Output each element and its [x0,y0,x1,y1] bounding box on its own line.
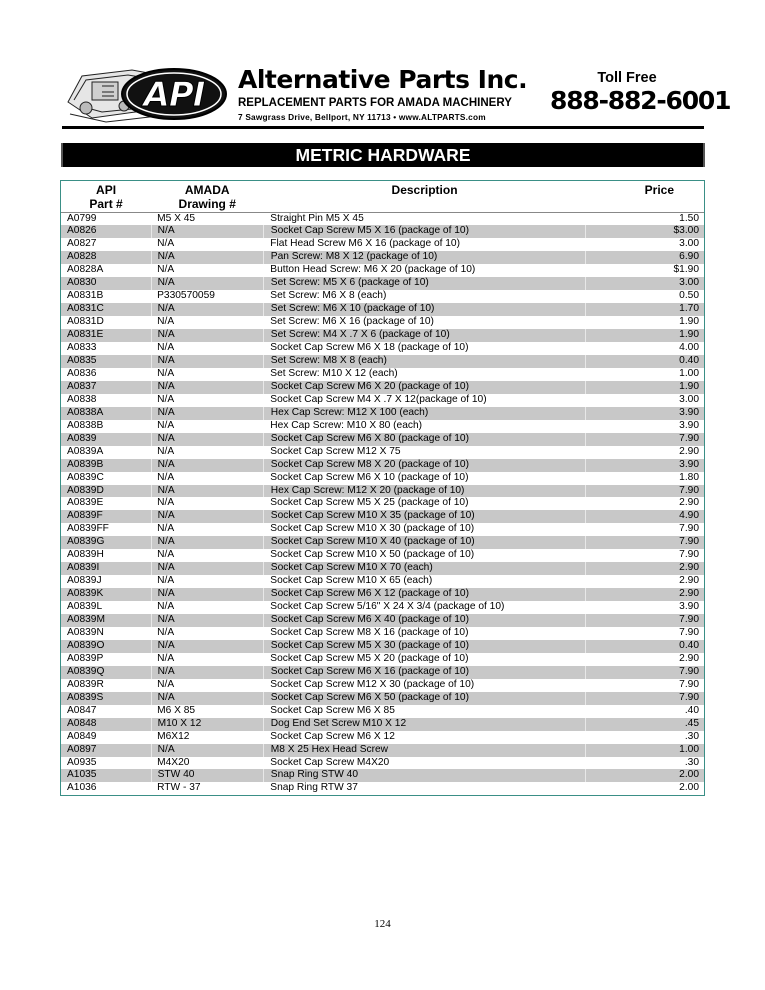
company-tagline: REPLACEMENT PARTS FOR AMADA MACHINERY [238,97,512,109]
description-cell: Socket Cap Screw M5 X 25 (package of 10) [270,497,469,509]
table-row [61,601,704,614]
header-api-sub: Part # [89,197,123,211]
price-cell: 7.90 [586,485,704,498]
api-part-cell: A0831C [61,303,151,316]
api-part-cell: A1035 [61,769,151,782]
header-api-label: API [96,183,117,197]
api-part-cell: A0838B [67,419,104,431]
price-cell: .30 [684,756,699,768]
amada-drawing-cell: N/A [151,329,263,342]
amada-drawing-cell: N/A [157,627,175,638]
table-row [61,433,704,446]
price-cell: 3.00 [679,393,699,405]
price-cell: 1.00 [679,367,699,379]
page-header [62,62,731,130]
price-cell: 1.90 [586,381,704,394]
header-amada-drawing [151,181,263,212]
description-cell: Dog End Set Screw M10 X 12 [263,718,586,731]
api-part-cell: A0839L [67,601,103,613]
amada-drawing-cell: N/A [157,497,175,509]
description-cell: Snap Ring RTW 37 [270,782,358,794]
description-cell: Socket Cap Screw M6 X 20 (package of 10) [263,381,586,394]
toll-free-block [550,70,731,116]
description-cell: Hex Cap Screw: M10 X 80 (each) [270,419,423,431]
description-cell: Socket Cap Screw M8 X 20 (package of 10) [263,459,586,472]
table-row [61,614,704,627]
description-cell: Socket Cap Screw M6 X 85 [270,704,395,716]
table-row [61,251,704,264]
table-row [61,497,704,510]
description-cell: Set Screw: M10 X 12 (each) [270,367,398,379]
table-row [61,666,704,679]
description-cell: Socket Cap Screw M5 X 16 (package of 10) [263,225,586,238]
price-cell: 7.90 [586,692,704,705]
description-cell: Set Screw: M6 X 8 (each) [270,290,387,302]
amada-drawing-cell: N/A [151,666,263,679]
description-cell: Set Screw: M4 X .7 X 6 (package of 10) [263,329,586,342]
api-part-cell: A0839E [67,497,104,509]
description-cell: Socket Cap Screw M10 X 50 (package of 10) [270,549,475,561]
description-cell: Socket Cap Screw M12 X 75 [270,445,401,457]
price-cell: 1.00 [586,744,704,757]
api-part-cell: A0935 [67,756,97,768]
amada-drawing-cell: M4X20 [157,756,190,768]
description-cell: Socket Cap Screw M6 X 40 (package of 10) [263,614,586,627]
api-part-cell: A0838A [61,407,151,420]
logo-text: API [143,75,205,115]
price-cell: 4.00 [679,342,699,354]
description-cell: Straight Pin M5 X 45 [270,212,364,224]
table-row [61,407,704,420]
amada-drawing-cell: N/A [151,459,263,472]
description-cell: Socket Cap Screw M10 X 30 (package of 10) [270,523,475,535]
price-cell: 1.90 [679,316,699,328]
table-row [61,212,704,225]
description-cell: Socket Cap Screw M8 X 16 (package of 10) [270,627,469,638]
header-amada-label: AMADA [184,183,230,197]
price-cell: 2.90 [679,445,699,457]
table-row [61,575,704,588]
price-cell: $3.00 [586,225,704,238]
api-part-cell: A0839G [61,536,151,549]
amada-drawing-cell: N/A [157,316,175,328]
api-part-cell: A0836 [67,367,97,379]
description-cell: M8 X 25 Hex Head Screw [263,744,586,757]
amada-drawing-cell: N/A [157,678,175,690]
amada-drawing-cell: STW 40 [151,769,263,782]
amada-drawing-cell: M10 X 12 [151,718,263,731]
amada-drawing-cell: N/A [157,342,175,354]
price-cell: 0.40 [586,640,704,653]
amada-drawing-cell: N/A [151,744,263,757]
table-row [61,316,704,329]
amada-drawing-cell: P330570059 [157,290,215,302]
table-row [61,692,704,705]
table-row [61,277,704,290]
description-cell: Socket Cap Screw M4X20 [270,756,390,768]
description-cell: Socket Cap Screw M6 X 16 (package of 10) [263,666,586,679]
table-row [61,355,704,368]
table-row [61,368,704,381]
price-cell: 2.90 [679,497,699,509]
price-cell: 2.90 [586,562,704,575]
toll-free-label: Toll Free [597,70,657,86]
price-cell: 7.90 [679,549,699,561]
api-part-cell: A0839FF [67,523,109,535]
toll-free-number: 888-882-6001 [550,86,731,115]
price-cell: 7.90 [586,614,704,627]
table-row [61,510,704,523]
price-cell: 3.90 [679,601,699,613]
description-cell: Set Screw: M6 X 10 (package of 10) [263,303,586,316]
table-row [61,653,704,666]
api-part-cell: A0839J [67,575,102,587]
table-row [61,562,704,575]
price-cell: 3.00 [679,238,699,250]
description-cell: Socket Cap Screw M5 X 30 (package of 10) [263,640,586,653]
table-row [61,549,704,562]
table-row [61,757,704,770]
amada-drawing-cell: N/A [151,225,263,238]
description-cell: Set Screw: M8 X 8 (each) [263,355,586,368]
api-part-cell: A0839R [67,678,104,690]
description-cell: Socket Cap Screw M6 X 18 (package of 10) [270,342,469,354]
amada-drawing-cell: N/A [151,640,263,653]
api-part-cell: A0839F [61,510,151,523]
price-cell: 4.90 [586,510,704,523]
table-row [61,446,704,459]
amada-drawing-cell: N/A [151,562,263,575]
table-row [61,769,704,782]
api-part-cell: A0839O [61,640,151,653]
api-part-cell: A0835 [61,355,151,368]
description-cell: Socket Cap Screw M4 X .7 X 12(package of 10) [270,393,487,405]
amada-drawing-cell: N/A [157,264,175,276]
price-cell: 1.90 [586,329,704,342]
description-cell: Button Head Screw: M6 X 20 (package of 10) [270,264,476,276]
table-row [61,420,704,433]
price-cell: $1.90 [673,264,699,276]
price-cell: 2.90 [679,652,699,664]
description-cell: Socket Cap Screw M10 X 40 (package of 10) [263,536,586,549]
section-banner [61,143,705,167]
amada-drawing-cell: N/A [151,381,263,394]
table-header-row [61,181,704,212]
api-part-cell: A0839B [61,459,151,472]
api-part-cell: A0839H [67,549,104,561]
description-cell: Pan Screw: M8 X 12 (package of 10) [263,251,586,264]
api-part-cell: A0839C [67,471,104,483]
table-row [61,588,704,601]
header-api-part [61,181,151,212]
amada-drawing-cell: M5 X 45 [157,212,196,224]
price-cell: 3.90 [586,407,704,420]
table-row [61,536,704,549]
amada-drawing-cell: N/A [157,652,175,664]
api-part-cell: A0828 [61,251,151,264]
header-divider [62,126,704,129]
price-cell: 0.40 [586,355,704,368]
table-row [61,705,704,718]
table-body [61,212,704,795]
company-block [238,66,538,123]
api-part-cell: A0849 [67,730,97,742]
price-cell: 6.90 [586,251,704,264]
api-part-cell: A0847 [67,704,97,716]
parts-table-container [60,180,705,796]
amada-drawing-cell: N/A [151,433,263,446]
api-part-cell: A0839K [61,588,151,601]
amada-drawing-cell: N/A [157,575,175,587]
amada-drawing-cell: M6 X 85 [157,704,196,716]
price-cell: 2.90 [679,575,699,587]
amada-drawing-cell: N/A [151,536,263,549]
parts-table [61,181,704,795]
api-part-cell: A0827 [67,238,97,250]
table-row [61,394,704,407]
description-cell: Set Screw: M5 X 6 (package of 10) [263,277,586,290]
table-row [61,627,704,640]
amada-drawing-cell: N/A [157,367,175,379]
amada-drawing-cell: N/A [151,355,263,368]
table-row [61,523,704,536]
description-cell: Socket Cap Screw M10 X 65 (each) [270,575,433,587]
description-cell: Set Screw: M6 X 16 (package of 10) [270,316,434,328]
amada-drawing-cell: N/A [157,419,175,431]
api-part-cell: A0833 [67,342,97,354]
price-cell: 3.90 [586,459,704,472]
api-part-cell: A0839D [61,485,151,498]
table-row [61,744,704,757]
table-row [61,782,704,795]
page-number: 124 [374,918,391,930]
amada-drawing-cell: N/A [157,471,175,483]
description-cell: Hex Cap Screw: M12 X 20 (package of 10) [263,485,586,498]
amada-drawing-cell: N/A [151,614,263,627]
amada-drawing-cell: N/A [157,601,175,613]
amada-drawing-cell: N/A [151,510,263,523]
api-part-cell: A0839M [61,614,151,627]
table-row [61,485,704,498]
api-logo [62,62,228,126]
api-part-cell: A1036 [67,782,97,794]
price-cell: 1.80 [679,471,699,483]
amada-drawing-cell: N/A [157,445,175,457]
table-row [61,731,704,744]
price-cell: 3.00 [586,277,704,290]
table-row [61,238,704,251]
price-cell: 7.90 [586,666,704,679]
table-row [61,718,704,731]
price-cell: 2.00 [586,769,704,782]
api-part-cell: A0839 [61,433,151,446]
api-part-cell: A0830 [61,277,151,290]
amada-drawing-cell: N/A [151,303,263,316]
description-cell: Socket Cap Screw M10 X 35 (package of 10) [263,510,586,523]
table-row [61,472,704,485]
amada-drawing-cell: N/A [151,407,263,420]
description-cell: Socket Cap Screw M6 X 12 [270,730,395,742]
price-cell: 7.90 [679,678,699,690]
description-cell: Socket Cap Screw M6 X 80 (package of 10) [263,433,586,446]
api-part-cell: A0831E [61,329,151,342]
description-cell: Hex Cap Screw: M12 X 100 (each) [263,407,586,420]
amada-drawing-cell: N/A [157,549,175,561]
amada-drawing-cell: N/A [151,692,263,705]
price-cell: 2.90 [586,588,704,601]
amada-drawing-cell: N/A [151,485,263,498]
table-row [61,264,704,277]
price-cell: .30 [684,730,699,742]
header-amada-sub: Drawing # [178,197,236,211]
api-part-cell: A0839A [67,445,104,457]
price-cell: 7.90 [679,627,699,638]
amada-drawing-cell: N/A [151,588,263,601]
api-part-cell: A0839S [61,692,151,705]
api-part-cell: A0828A [67,264,104,276]
description-cell: Socket Cap Screw M12 X 30 (package of 10) [270,678,475,690]
table-row [61,381,704,394]
price-cell: .40 [684,704,699,716]
description-cell: Socket Cap Screw M10 X 70 (each) [263,562,586,575]
price-cell: .45 [586,718,704,731]
amada-drawing-cell: RTW - 37 [157,782,201,794]
price-cell: 3.90 [679,419,699,431]
description-cell: Snap Ring STW 40 [263,769,586,782]
description-cell: Socket Cap Screw M5 X 20 (package of 10) [270,652,469,664]
table-row [61,225,704,238]
api-part-cell: A0837 [61,381,151,394]
company-name: Alternative Parts Inc. [238,65,528,94]
price-cell: 7.90 [679,523,699,535]
table-row [61,342,704,355]
api-part-cell: A0848 [61,718,151,731]
table-row [61,459,704,472]
description-cell: Socket Cap Screw M6 X 12 (package of 10) [263,588,586,601]
description-cell: Socket Cap Screw M6 X 50 (package of 10) [263,692,586,705]
price-cell: 7.90 [586,433,704,446]
price-cell: 1.70 [586,303,704,316]
price-cell: 2.00 [679,782,699,794]
table-row [61,329,704,342]
price-cell: 1.50 [679,212,699,224]
price-cell: 0.50 [679,290,699,302]
api-part-cell: A0831D [67,316,104,328]
api-part-cell: A0826 [61,225,151,238]
api-part-cell: A0839I [61,562,151,575]
table-row [61,290,704,303]
api-part-cell: A0839Q [61,666,151,679]
header-description: Description [263,181,586,212]
api-part-cell: A0839N [67,627,104,638]
amada-drawing-cell: N/A [157,393,175,405]
amada-drawing-cell: N/A [151,277,263,290]
table-row [61,303,704,316]
api-part-cell: A0897 [61,744,151,757]
amada-drawing-cell: M6X12 [157,730,190,742]
section-title: METRIC HARDWARE [295,145,471,165]
company-address: 7 Sawgrass Drive, Bellport, NY 11713 • www.ALTPARTS.com [238,112,486,122]
amada-drawing-cell: N/A [151,251,263,264]
amada-drawing-cell: N/A [157,523,175,535]
api-part-cell: A0838 [67,393,97,405]
table-row [61,640,704,653]
api-part-cell: A0831B [67,290,104,302]
api-part-cell: A0799 [67,212,97,224]
amada-drawing-cell: N/A [157,238,175,250]
description-cell: Socket Cap Screw 5/16" X 24 X 3/4 (package of 10) [270,601,505,613]
header-price: Price [586,181,704,212]
price-cell: 7.90 [586,536,704,549]
description-cell: Socket Cap Screw M6 X 10 (package of 10) [270,471,469,483]
description-cell: Flat Head Screw M6 X 16 (package of 10) [270,238,460,250]
api-part-cell: A0839P [67,652,104,664]
table-row [61,679,704,692]
